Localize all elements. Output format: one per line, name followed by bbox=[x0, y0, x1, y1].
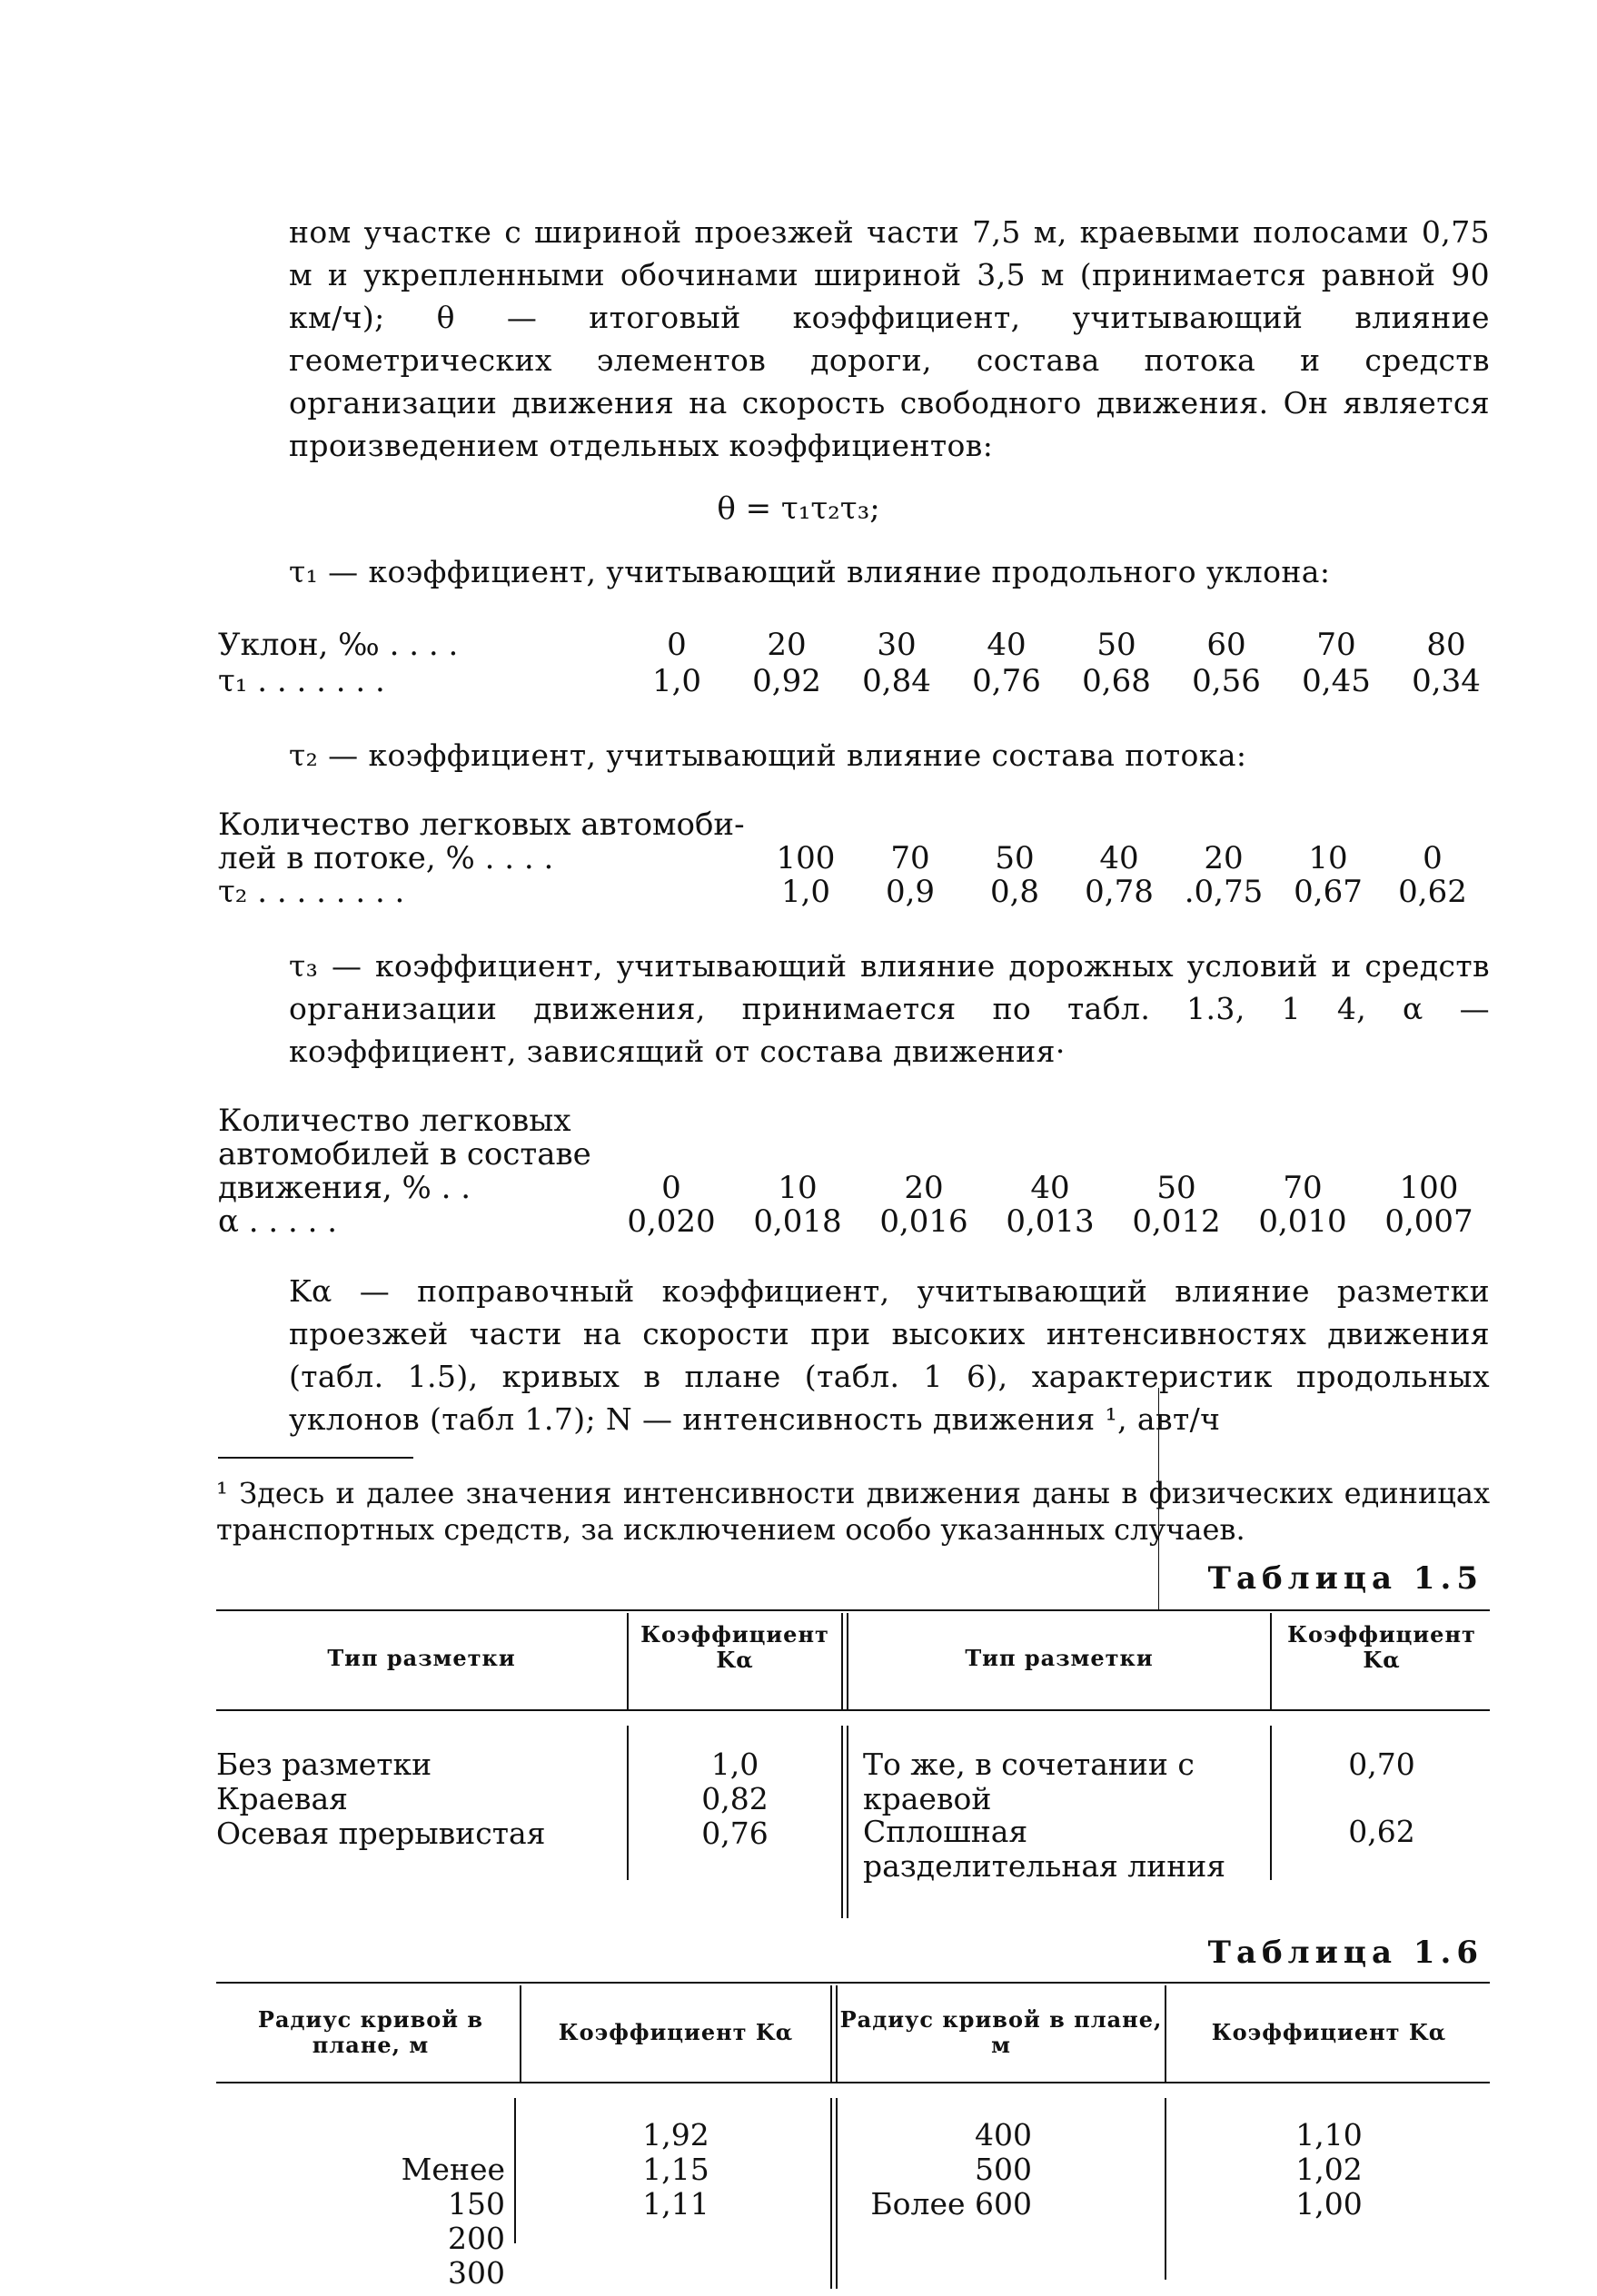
tau2-coef-value: 0,78 bbox=[1085, 874, 1154, 910]
tau1-coef-value: 0,56 bbox=[1192, 663, 1261, 699]
alpha-share-value: 40 bbox=[1030, 1170, 1070, 1206]
table-1-6-col-divider bbox=[836, 2098, 838, 2289]
alpha-share-value: 70 bbox=[1283, 1170, 1323, 1206]
tau1-row1-label: Уклон, ‰ . . . . bbox=[218, 627, 459, 663]
footnote: ¹ Здесь и далее значения интенсивности движения даны в физических единицах транспортных средств, за исключением особо указанных случаев. bbox=[216, 1476, 1490, 1547]
table-1-5-col-divider bbox=[1270, 1613, 1272, 1709]
table-1-6-head-radius-right: Радиус кривой в плане, м bbox=[839, 2006, 1163, 2058]
tau2-label-line1: Количество легковых автомоби- bbox=[218, 807, 745, 843]
tau1-slope-value: 50 bbox=[1096, 627, 1136, 663]
tau1-coef-value: 1,0 bbox=[651, 663, 702, 699]
tau2-share-value: 10 bbox=[1308, 840, 1348, 876]
table-1-5-col-divider bbox=[1270, 1726, 1272, 1880]
table-1-6-head-coef-right: Коэффициент Kα bbox=[1211, 2019, 1447, 2045]
tau2-share-value: 20 bbox=[1204, 840, 1244, 876]
table-1-5-right-value-1: 0,70 bbox=[1348, 1747, 1415, 1782]
table-1-5-col-divider bbox=[841, 1613, 843, 1709]
table-1-6-col-divider bbox=[830, 2098, 832, 2289]
table-1-6-right-values: 1,10 1,02 1,00 bbox=[1295, 2117, 1363, 2222]
alpha-coef-value: 0,016 bbox=[879, 1203, 968, 1240]
ka-description: Kα — поправочный коэффициент, учитывающий влияние разметки проезжей части на скорости при высоких интенсивностях движения (табл. 1.5), кривых в плане (табл. 1 6), характеристик продольных уклонов (табл 1.7); N — интенсивность движения ¹, авт/ч bbox=[289, 1273, 1490, 1437]
tau1-coef-value: 0,84 bbox=[862, 663, 931, 699]
table-1-6-col-divider bbox=[514, 2098, 516, 2243]
table-1-6-col-divider bbox=[1165, 2098, 1166, 2280]
table-1-6-head-rule bbox=[216, 2082, 1490, 2083]
table-1-5-col-divider bbox=[841, 1726, 843, 1918]
alpha-coef-value: 0,018 bbox=[753, 1203, 842, 1240]
table-1-6-col-divider bbox=[520, 1985, 521, 2082]
tau1-slope-value: 40 bbox=[987, 627, 1027, 663]
alpha-row2-label: α . . . . . bbox=[218, 1203, 338, 1240]
tau1-slope-value: 70 bbox=[1316, 627, 1356, 663]
table-1-5-col-divider bbox=[627, 1726, 629, 1880]
table-1-5-head-type-right: Тип разметки bbox=[965, 1645, 1154, 1671]
table-1-5-right-type-2: Сплошная разделительная линия bbox=[863, 1814, 1226, 1884]
tau2-coef-value: 0,8 bbox=[989, 874, 1040, 910]
tau1-row2-label: τ₁ . . . . . . . bbox=[218, 663, 385, 699]
tau1-slope-value: 20 bbox=[767, 627, 807, 663]
alpha-share-value: 20 bbox=[904, 1170, 944, 1206]
scan-artifact-line bbox=[1158, 1388, 1159, 1610]
table-1-6-left-radius-text: Менее 150 200 300 bbox=[401, 2152, 505, 2291]
table-1-5-head-coef-right: Коэффициент Kα bbox=[1287, 1621, 1476, 1673]
tau1-slope-value: 80 bbox=[1426, 627, 1466, 663]
tau1-coef-value: 0,45 bbox=[1302, 663, 1371, 699]
alpha-label-line2: автомобилей в составе bbox=[218, 1136, 591, 1173]
tau2-row2-label: τ₂ . . . . . . . . bbox=[218, 874, 405, 910]
table-1-6-right-radius: 400 500 Более 600 bbox=[870, 2117, 1032, 2222]
tau1-coef-value: 0,76 bbox=[972, 663, 1041, 699]
table-1-6-caption: Таблица 1.6 bbox=[1207, 1935, 1483, 1971]
footnote-rule bbox=[218, 1457, 413, 1459]
tau1-slope-value: 60 bbox=[1206, 627, 1246, 663]
tau2-coef-value: 0,9 bbox=[885, 874, 936, 910]
tau1-slope-value: 0 bbox=[667, 627, 687, 663]
tau2-share-value: 70 bbox=[890, 840, 930, 876]
table-1-6-col-divider bbox=[836, 1985, 838, 2082]
table-1-6-left-values: 1,92 1,15 1,11 bbox=[642, 2117, 709, 2222]
tau1-description: τ₁ — коэффициент, учитывающий влияние продольного уклона: bbox=[289, 554, 1331, 589]
alpha-label-line1: Количество легковых bbox=[218, 1103, 571, 1139]
table-1-5-col-divider bbox=[627, 1613, 629, 1709]
tau2-coef-value: 0,62 bbox=[1398, 874, 1467, 910]
tau2-description: τ₂ — коэффициент, учитывающий влияние состава потока: bbox=[289, 737, 1247, 773]
tau2-label-line2: лей в потоке, % . . . . bbox=[218, 840, 554, 876]
tau2-share-value: 50 bbox=[995, 840, 1035, 876]
table-1-5-left-types: Без разметки Краевая Осевая прерывистая bbox=[216, 1747, 546, 1851]
tau1-coef-value: 0,34 bbox=[1412, 663, 1481, 699]
table-1-5-caption: Таблица 1.5 bbox=[1207, 1560, 1483, 1597]
table-1-6-left-radius bbox=[214, 2118, 505, 2291]
tau2-share-value: 0 bbox=[1423, 840, 1443, 876]
tau2-coef-value: .0,75 bbox=[1184, 874, 1264, 910]
table-1-5-right-type-1: То же, в сочетании с краевой bbox=[863, 1747, 1195, 1816]
tau3-description: τ₃ — коэффициент, учитывающий влияние дорожных условий и средств организации движения, принимается по табл. 1.3, 1 4, α — коэффициент, зависящий от состава движения· bbox=[289, 948, 1490, 1069]
table-1-5-head-coef: Коэффициент Kα bbox=[640, 1621, 829, 1673]
table-1-5-right-value-2: 0,62 bbox=[1348, 1814, 1415, 1849]
table-1-5-col-divider bbox=[847, 1726, 848, 1918]
tau2-coef-value: 1,0 bbox=[780, 874, 831, 910]
table-1-5-left-values: 1,0 0,82 0,76 bbox=[701, 1747, 769, 1851]
tau2-share-value: 40 bbox=[1099, 840, 1139, 876]
alpha-coef-value: 0,012 bbox=[1132, 1203, 1221, 1240]
alpha-coef-value: 0,020 bbox=[627, 1203, 716, 1240]
alpha-share-value: 100 bbox=[1399, 1170, 1459, 1206]
table-1-6-top-rule bbox=[216, 1982, 1490, 1984]
tau1-coef-value: 0,92 bbox=[752, 663, 821, 699]
intro-paragraph: ном участке с шириной проезжей части 7,5 м, краевыми полосами 0,75 м и укрепленными обочинами шириной 3,5 м (принимается равной 90 км/ч); θ — итоговый коэффициент, учитывающий влияние геометрических элементов дороги, состава потока и средств организации движения на скорость свободного движения. Он является произведением отдельных коэффициентов: bbox=[289, 214, 1490, 463]
alpha-label-line3: движения, % . . bbox=[218, 1170, 471, 1206]
tau2-coef-value: 0,67 bbox=[1294, 874, 1363, 910]
alpha-coef-value: 0,010 bbox=[1258, 1203, 1347, 1240]
alpha-share-value: 50 bbox=[1156, 1170, 1196, 1206]
table-1-5-head-rule bbox=[216, 1709, 1490, 1711]
alpha-coef-value: 0,013 bbox=[1006, 1203, 1095, 1240]
table-1-6-head-radius: Радиус кривой в плане, м bbox=[257, 2006, 484, 2058]
table-1-5-col-divider bbox=[847, 1613, 848, 1709]
alpha-share-value: 0 bbox=[661, 1170, 681, 1206]
table-1-5-top-rule bbox=[216, 1609, 1490, 1611]
alpha-share-value: 10 bbox=[778, 1170, 818, 1206]
table-1-5-head-type: Тип разметки bbox=[327, 1645, 516, 1671]
table-1-6-col-divider bbox=[1165, 1985, 1166, 2082]
theta-formula: θ = τ₁τ₂τ₃; bbox=[717, 490, 880, 527]
table-1-6-head-coef: Коэффициент Kα bbox=[558, 2019, 794, 2045]
tau2-share-value: 100 bbox=[776, 840, 836, 876]
tau1-coef-value: 0,68 bbox=[1082, 663, 1151, 699]
table-1-6-col-divider bbox=[830, 1985, 832, 2082]
tau1-slope-value: 30 bbox=[877, 627, 917, 663]
alpha-coef-value: 0,007 bbox=[1384, 1203, 1473, 1240]
